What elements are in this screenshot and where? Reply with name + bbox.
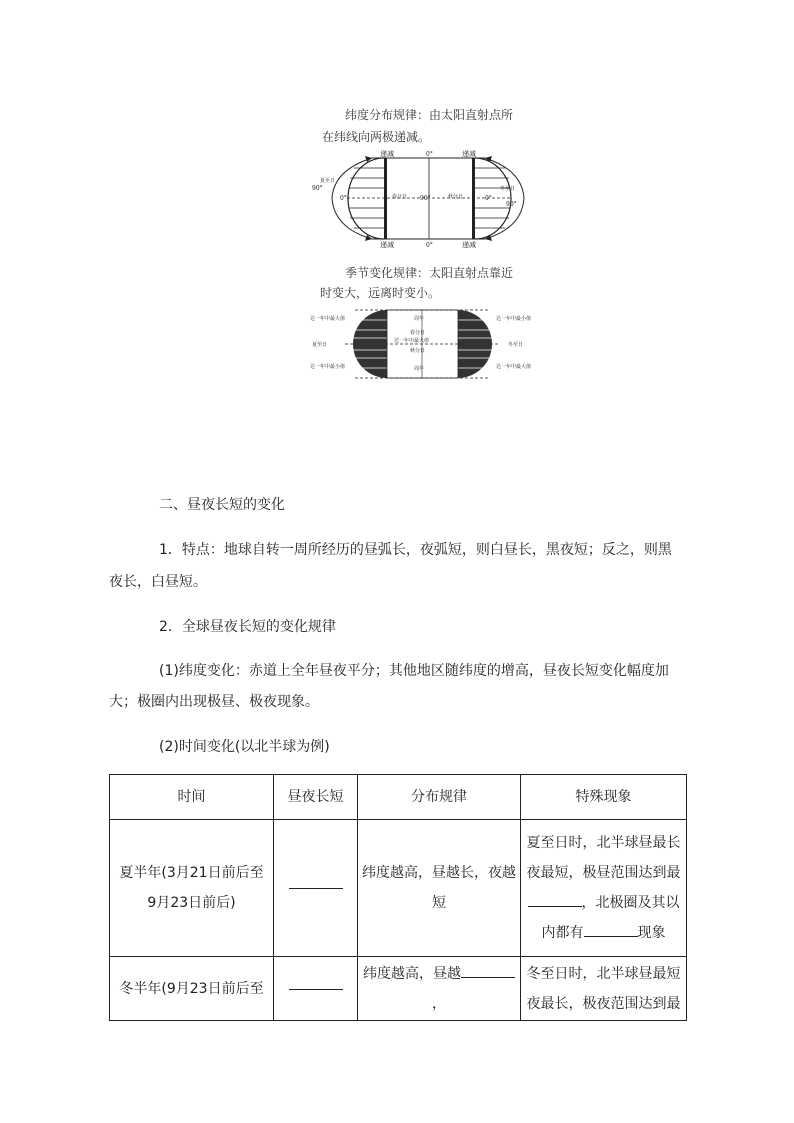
- row2-time-line-1: 冬半年(9月23日前后至: [119, 980, 264, 997]
- paragraph-1-line-2: 夜长，白昼短。: [109, 574, 207, 590]
- row1-special-line-3-text: ，北极圈及其以: [581, 895, 680, 911]
- row2-dist-suffix: ，: [432, 995, 446, 1012]
- row1-day-length-blank[interactable]: [274, 820, 358, 957]
- row1-time-line-1: 夏半年(3月21日前后至: [119, 865, 264, 881]
- row1-special-line-4: [525, 918, 682, 948]
- row1-special-line-2: 夜最短，极昼范围达到最: [526, 865, 681, 881]
- header-special: 特殊现象: [521, 775, 687, 820]
- fig2-right-top: 达一年中最小值: [496, 316, 532, 322]
- row1-time: [110, 820, 274, 957]
- paragraph-4: (2)时间变化(以北半球为例): [159, 739, 330, 755]
- answer-blank[interactable]: [289, 887, 343, 889]
- row1-distribution: [358, 820, 521, 957]
- paragraph-3-line-1: (1)纬度变化：赤道上全年昼夜平分；其他地区随纬度的增高，昼夜长短变化幅度加: [159, 663, 669, 679]
- header-distribution: 分布规律: [358, 775, 521, 820]
- answer-blank[interactable]: [584, 922, 638, 937]
- fig1-bottom-left-label: 递减: [380, 241, 394, 248]
- fig1-deg90-left: 90°: [312, 185, 323, 192]
- row2-special: [521, 957, 687, 1021]
- paragraph-1-line-1: 1．特点：地球自转一周所经历的昼弧长，夜弧短，则白昼长，黑夜短；反之，则黑: [159, 542, 672, 558]
- fig1-bottom-right-label: 递减: [462, 241, 476, 248]
- fig2-center-top: 周年: [414, 316, 425, 322]
- day-night-table: [109, 774, 687, 1021]
- paragraph-2: 2．全球昼夜长短的变化规律: [159, 619, 336, 635]
- table-row: [110, 820, 687, 957]
- row1-special-line-4-prefix: 内都有: [541, 925, 584, 941]
- diagram-caption-1-line-2: 在纬线向两极递减。: [322, 130, 431, 144]
- row2-dist-prefix: 纬度越高，昼越: [363, 965, 461, 982]
- row2-dist-line: [362, 959, 516, 1019]
- table-header-row: [110, 775, 687, 820]
- fig1-center-left: 春分日: [392, 194, 408, 200]
- fig2-right-mid: 冬至日: [508, 342, 524, 348]
- seasonal-variation-diagram: [310, 306, 535, 382]
- diagram-caption-2-line-1: 季节变化规律：太阳直射点靠近: [345, 266, 514, 280]
- table-row: [110, 957, 687, 1021]
- fig2-left-bottom: 达一年中最小值: [310, 364, 346, 370]
- section-title: 二、昼夜长短的变化: [159, 497, 285, 513]
- paragraph-3-line-2: 大；极圈内出现极昼、极夜现象。: [109, 694, 319, 710]
- fig2-left-top: 达一年中最大值: [310, 316, 346, 322]
- answer-blank[interactable]: [528, 892, 582, 907]
- fig1-left-label: 夏至日: [320, 178, 336, 184]
- fig2-center-mid2: 达一年中最大值: [394, 338, 430, 344]
- row1-special: [521, 820, 687, 957]
- row2-special-line-2: 夜最长，极夜范围达到最: [526, 995, 681, 1012]
- row1-special-line-1: 夏至日时，北半球昼最长: [526, 835, 681, 851]
- row1-dist-line-1: 纬度越高，昼越长，夜越: [362, 865, 516, 881]
- fig2-center-mid3: 秋分日: [410, 348, 426, 354]
- row1-dist-line-2: 短: [432, 895, 446, 911]
- fig1-center-right: 秋分日: [448, 194, 464, 200]
- row1-time-line-2: 9月23日前后): [147, 895, 236, 911]
- fig2-left-mid: 夏至日: [312, 342, 328, 348]
- fig2-center-mid1: 春分日: [410, 330, 426, 336]
- row2-day-length-blank[interactable]: [274, 957, 358, 1021]
- diagram-caption-1-line-1: 纬度分布规律：由太阳直射点所: [345, 108, 514, 122]
- fig1-deg0-top: 0°: [426, 151, 433, 158]
- fig2-center-bottom: 周年: [414, 366, 425, 372]
- fig1-deg0-right: 0°: [485, 195, 492, 202]
- latitude-distribution-diagram: [310, 148, 530, 248]
- row1-special-line-4-suffix: 现象: [637, 925, 666, 941]
- answer-blank[interactable]: [461, 963, 515, 978]
- fig1-deg90-center: 90°: [420, 195, 431, 202]
- fig1-top-left-label: 递减: [380, 150, 394, 158]
- row2-special-line-1: 冬至日时，北半球昼最短: [526, 965, 681, 982]
- row2-time: [110, 957, 274, 1021]
- header-time: 时间: [110, 775, 274, 820]
- diagram-caption-2-line-2: 时变大，远离时变小。: [320, 286, 441, 300]
- fig1-deg0-left: 0°: [340, 195, 347, 202]
- answer-blank[interactable]: [289, 988, 343, 990]
- fig1-top-right-label: 递减: [462, 150, 476, 158]
- fig1-deg90-right: 90°: [506, 201, 517, 208]
- row2-distribution: [358, 957, 521, 1021]
- header-day-length: 昼夜长短: [274, 775, 358, 820]
- fig1-right-label: 冬至日: [500, 186, 516, 192]
- fig1-deg0-bottom: 0°: [426, 242, 433, 248]
- fig2-right-bottom: 达一年中最大值: [496, 364, 532, 370]
- row1-special-line-3: [525, 888, 682, 918]
